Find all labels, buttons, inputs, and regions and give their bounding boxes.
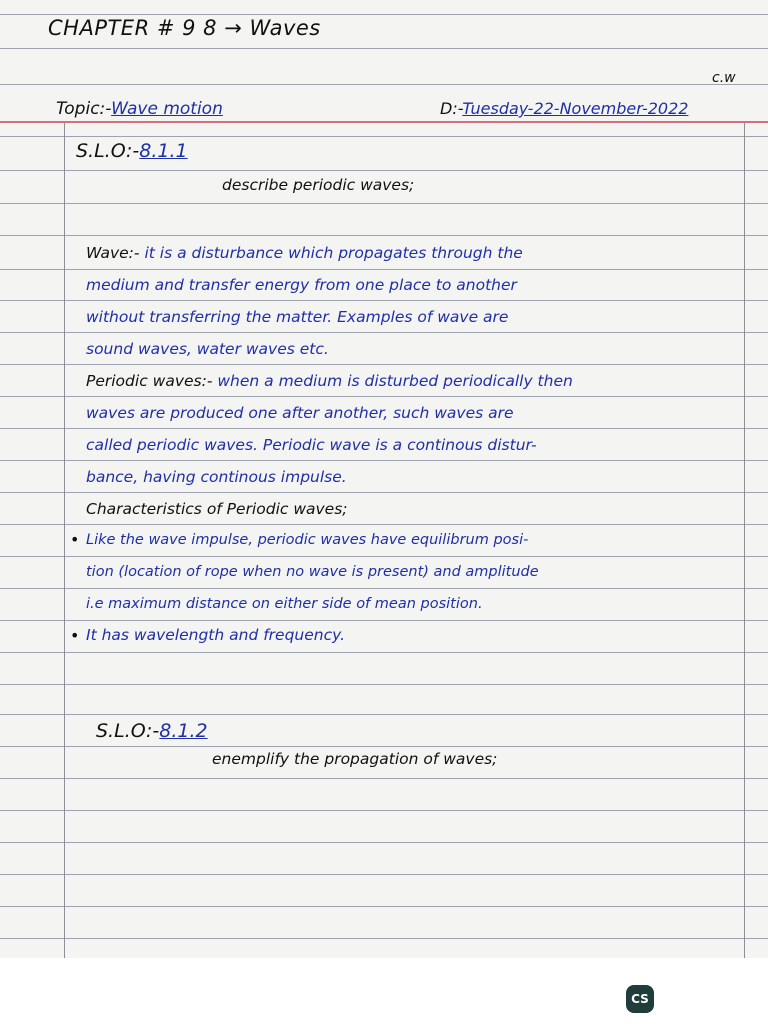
periodic-def-line-3: called periodic waves. Periodic wave is a continous distur- <box>86 436 537 454</box>
slo2-number: 8.1.2 <box>159 720 208 742</box>
ruled-line <box>0 396 768 397</box>
wave-def-line-1 <box>86 244 523 262</box>
wave-def-line-3: without transferring the matter. Examples of wave are <box>86 308 509 326</box>
ruled-line <box>0 874 768 875</box>
ruled-line <box>0 778 768 779</box>
ruled-line <box>0 714 768 715</box>
wave-def-line-2: medium and transfer energy from one place to another <box>86 276 517 294</box>
ruled-line <box>0 842 768 843</box>
ruled-line <box>0 84 768 85</box>
wave-def-line-4: sound waves, water waves etc. <box>86 340 329 358</box>
ruled-line <box>0 652 768 653</box>
date-label: D:- <box>440 99 463 118</box>
ruled-line <box>0 810 768 811</box>
left-margin-line <box>64 123 65 958</box>
topic-label: Topic:- <box>56 99 112 119</box>
ruled-line <box>0 332 768 333</box>
bullet-dot: • <box>70 530 80 549</box>
ruled-line <box>0 556 768 557</box>
ruled-line <box>0 364 768 365</box>
camscanner-logo: CS <box>626 985 654 1013</box>
ruled-line <box>0 588 768 589</box>
periodic-def-text: when a medium is disturbed periodically then <box>217 372 573 390</box>
ruled-line <box>0 203 768 204</box>
topic-line <box>56 99 223 119</box>
slo2-heading <box>96 720 208 742</box>
ruled-line <box>0 620 768 621</box>
bullet-dot: • <box>70 626 80 645</box>
classwork-mark: c.w <box>712 70 736 86</box>
ruled-line <box>0 746 768 747</box>
periodic-def-line-2: waves are produced one after another, such waves are <box>86 404 514 422</box>
date-line <box>440 99 688 118</box>
topic-value: Wave motion <box>111 99 223 119</box>
wave-term: Wave:- <box>86 244 140 262</box>
date-value: Tuesday-22-November-2022 <box>462 99 689 118</box>
slo2-title: enemplify the propagation of waves; <box>212 750 498 768</box>
ruled-line <box>0 684 768 685</box>
slo1-number: 8.1.1 <box>139 140 188 162</box>
ruled-line <box>0 269 768 270</box>
bullet1-line-1: Like the wave impulse, periodic waves have equilibrum posi- <box>86 532 529 548</box>
ruled-line <box>0 524 768 525</box>
wave-def-text: it is a disturbance which propagates through the <box>144 244 523 262</box>
ruled-line <box>0 492 768 493</box>
ruled-line <box>0 300 768 301</box>
periodic-term: Periodic waves:- <box>86 372 213 390</box>
ruled-line <box>0 170 768 171</box>
right-margin-line <box>744 123 745 958</box>
ruled-line <box>0 48 768 49</box>
ruled-line <box>0 136 768 137</box>
slo1-title: describe periodic waves; <box>222 176 415 194</box>
slo2-label: S.L.O:- <box>96 720 160 742</box>
characteristics-heading: Characteristics of Periodic waves; <box>86 500 348 518</box>
bullet1-line-3: i.e maximum distance on either side of mean position. <box>86 596 483 612</box>
ruled-line <box>0 14 768 15</box>
ruled-line <box>0 460 768 461</box>
red-margin-line <box>0 121 768 123</box>
ruled-line <box>0 235 768 236</box>
ruled-line <box>0 906 768 907</box>
periodic-def-line-1 <box>86 372 573 390</box>
chapter-heading: CHAPTER # 9 8 → Waves <box>48 16 321 40</box>
slo1-heading <box>76 140 188 162</box>
ruled-line <box>0 428 768 429</box>
bullet1-line-2: tion (location of rope when no wave is present) and amplitude <box>86 564 539 580</box>
periodic-def-line-4: bance, having continous impulse. <box>86 468 347 486</box>
slo1-label: S.L.O:- <box>76 140 140 162</box>
ruled-line <box>0 938 768 939</box>
bullet2-text: It has wavelength and frequency. <box>86 626 346 644</box>
